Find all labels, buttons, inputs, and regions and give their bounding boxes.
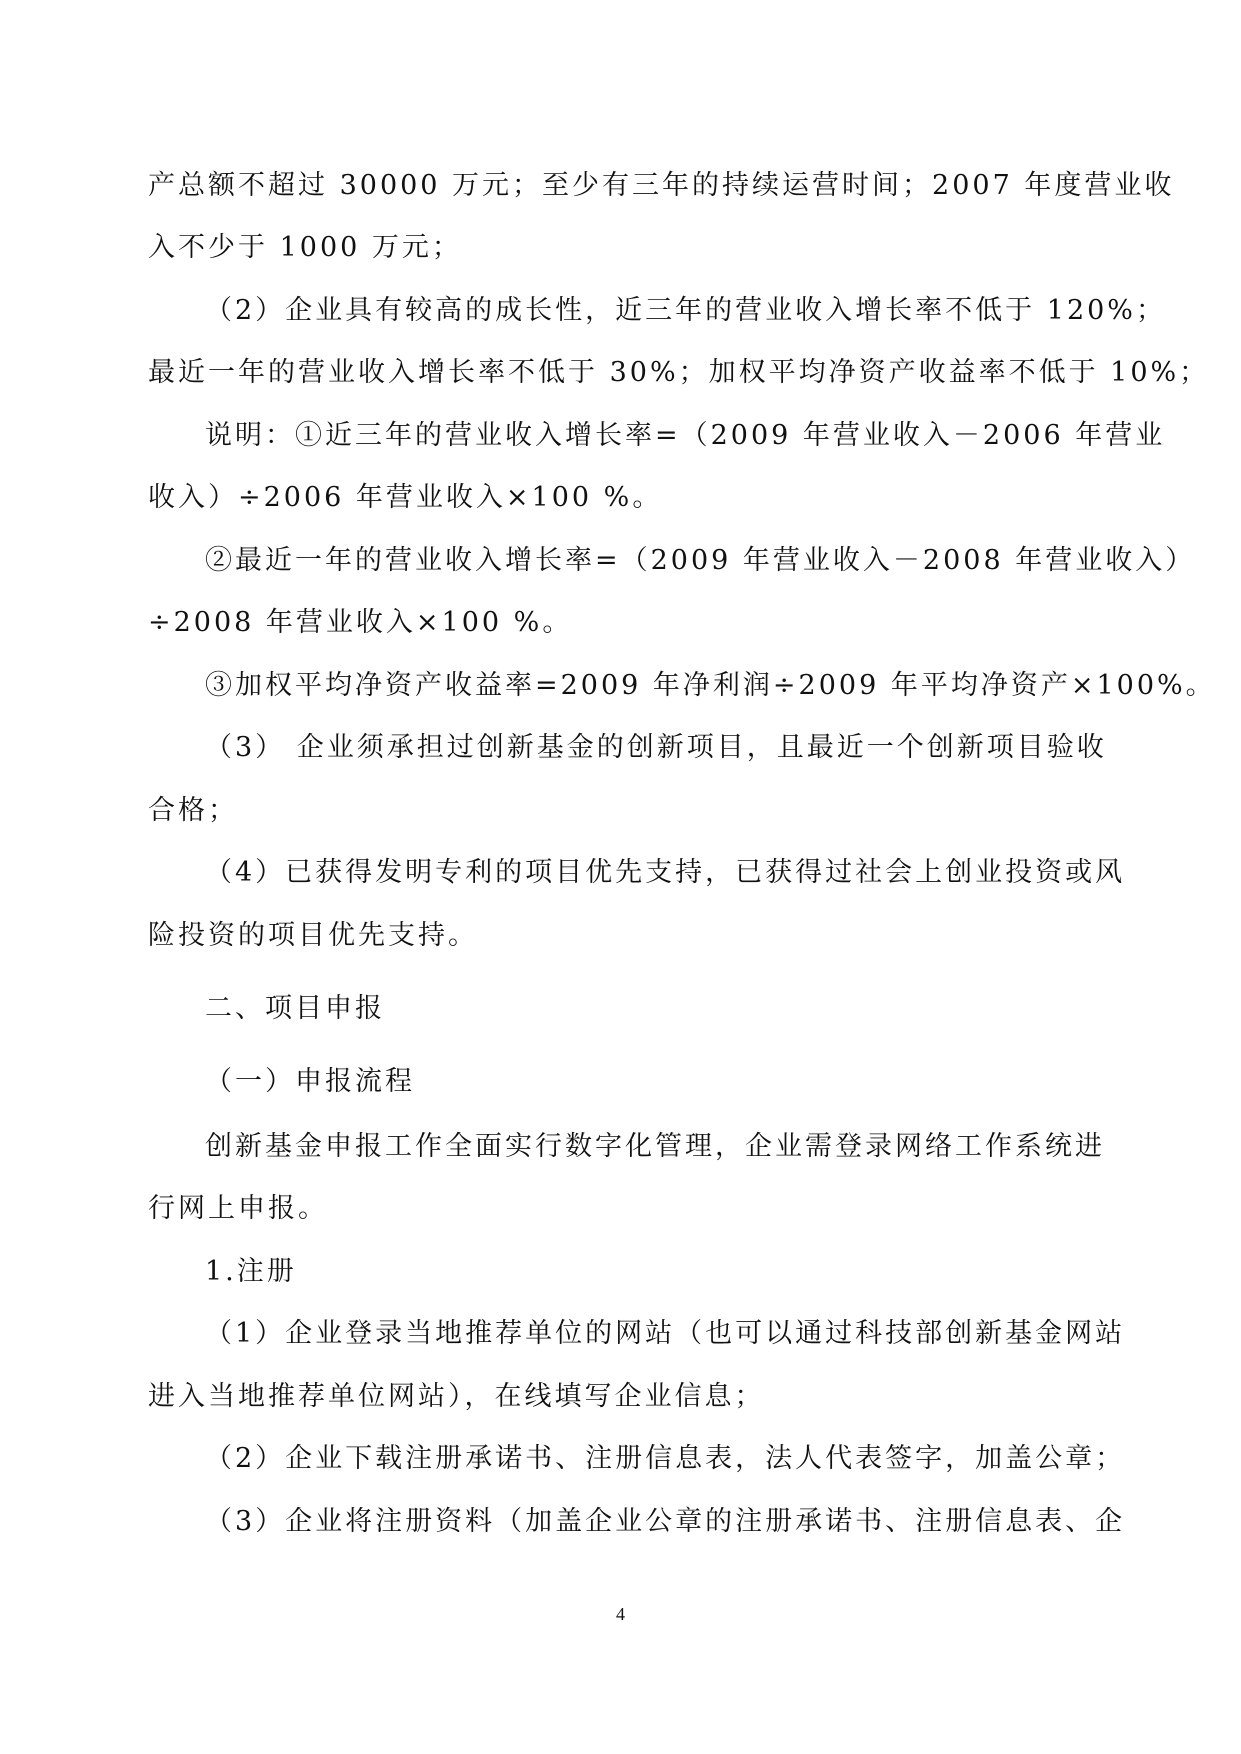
numbered-heading: 1.注册 — [205, 1256, 297, 1287]
text-line: （2）企业具有较高的成长性，近三年的营业收入增长率不低于 120%； — [205, 295, 1166, 326]
text-line: 收入）÷2006 年营业收入×100 %。 — [148, 482, 663, 513]
subsection-heading: （一）申报流程 — [205, 1066, 415, 1097]
text-line: 行网上申报。 — [148, 1193, 328, 1224]
text-line: 最近一年的营业收入增长率不低于 30%；加权平均净资产收益率不低于 10%； — [148, 357, 1210, 388]
text-line: 合格； — [148, 795, 238, 826]
text-line: 说明：①近三年的营业收入增长率=（2009 年营业收入－2006 年营业 — [205, 420, 1166, 451]
text-line: ②最近一年的营业收入增长率=（2009 年营业收入－2008 年营业收入） — [205, 545, 1196, 576]
text-line: （3） 企业须承担过创新基金的创新项目，且最近一个创新项目验收 — [205, 732, 1107, 763]
text-line: 进入当地推荐单位网站），在线填写企业信息； — [148, 1381, 765, 1412]
section-heading: 二、项目申报 — [205, 993, 385, 1024]
text-line: （4）已获得发明专利的项目优先支持，已获得过社会上创业投资或风 — [205, 857, 1126, 888]
text-line: 产总额不超过 30000 万元；至少有三年的持续运营时间；2007 年度营业收 — [148, 170, 1175, 201]
page-number: 4 — [616, 1604, 625, 1624]
text-line: 入不少于 1000 万元； — [148, 232, 462, 263]
text-line: ÷2008 年营业收入×100 %。 — [148, 607, 573, 638]
text-line: （2）企业下载注册承诺书、注册信息表，法人代表签字，加盖公章； — [205, 1443, 1126, 1474]
text-line: ③加权平均净资产收益率=2009 年净利润÷2009 年平均净资产×100%。 — [205, 670, 1216, 701]
text-line: （3）企业将注册资料（加盖企业公章的注册承诺书、注册信息表、企 — [205, 1506, 1126, 1537]
text-line: （1）企业登录当地推荐单位的网站（也可以通过科技部创新基金网站 — [205, 1318, 1126, 1349]
text-line: 险投资的项目优先支持。 — [148, 920, 478, 951]
text-line: 创新基金申报工作全面实行数字化管理，企业需登录网络工作系统进 — [205, 1131, 1105, 1162]
